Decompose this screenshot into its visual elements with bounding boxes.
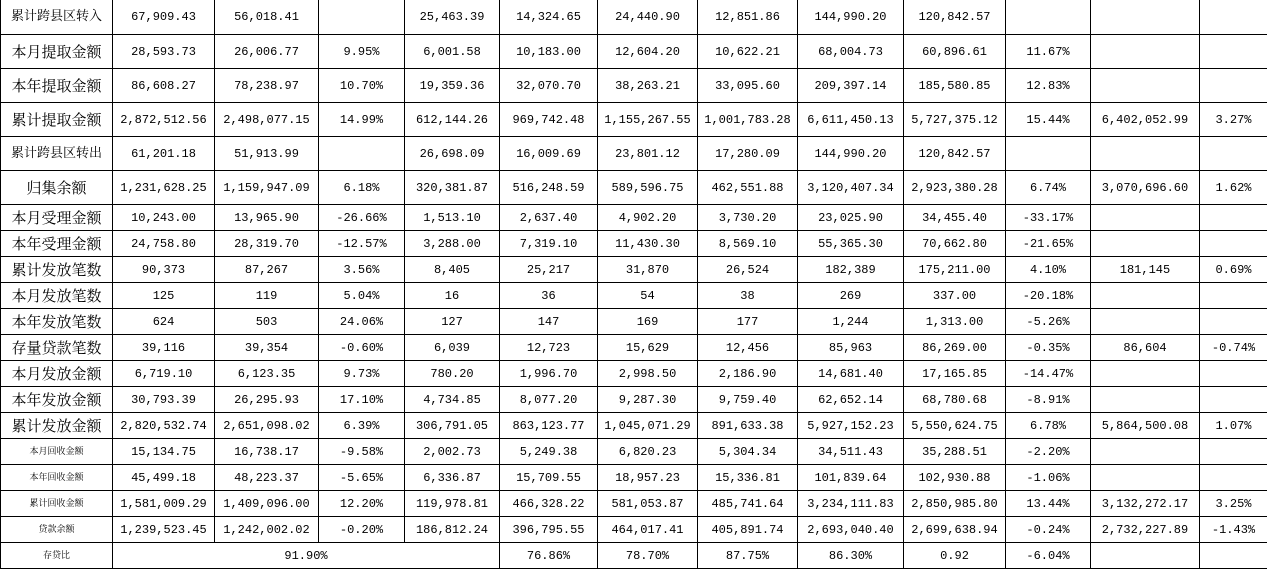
- table-cell: 26,698.09: [405, 137, 500, 171]
- table-cell: 70,662.80: [904, 231, 1006, 257]
- table-cell: 90,373: [113, 257, 215, 283]
- table-cell: 3,132,272.17: [1091, 491, 1200, 517]
- table-cell: 86,608.27: [113, 69, 215, 103]
- table-row: [1, 387, 1267, 413]
- table-row: [1, 231, 1267, 257]
- table-cell: 101,839.64: [798, 465, 904, 491]
- table-cell: [1091, 231, 1200, 257]
- table-cell: -14.47%: [1006, 361, 1091, 387]
- table-cell: [1006, 0, 1091, 35]
- table-cell: 4,902.20: [598, 205, 698, 231]
- table-cell: 6.39%: [319, 413, 405, 439]
- table-cell: [1200, 0, 1267, 35]
- table-cell: 35,288.51: [904, 439, 1006, 465]
- table-cell: 54: [598, 283, 698, 309]
- table-cell: 12,456: [698, 335, 798, 361]
- table-cell: 2,820,532.74: [113, 413, 215, 439]
- row-label: 本月回收金额: [1, 439, 113, 465]
- row-label: 累计回收金额: [1, 491, 113, 517]
- row-label: 本年提取金额: [1, 69, 113, 103]
- table-cell: 12,723: [500, 335, 598, 361]
- table-cell: 1,045,071.29: [598, 413, 698, 439]
- table-cell: [1091, 465, 1200, 491]
- table-cell: 1,581,009.29: [113, 491, 215, 517]
- table-cell: 17,280.09: [698, 137, 798, 171]
- table-cell: -33.17%: [1006, 205, 1091, 231]
- table-cell: 26,006.77: [215, 35, 319, 69]
- table-cell: 19,359.36: [405, 69, 500, 103]
- table-cell: 1,313.00: [904, 309, 1006, 335]
- table-cell: 14,681.40: [798, 361, 904, 387]
- table-cell: [1200, 387, 1267, 413]
- table-cell: 175,211.00: [904, 257, 1006, 283]
- table-cell: 182,389: [798, 257, 904, 283]
- row-label: 累计发放笔数: [1, 257, 113, 283]
- table-cell: 306,791.05: [405, 413, 500, 439]
- table-cell: 10,183.00: [500, 35, 598, 69]
- table-row: [1, 171, 1267, 205]
- table-cell: 185,580.85: [904, 69, 1006, 103]
- table-row: [1, 103, 1267, 137]
- table-cell: 15,709.55: [500, 465, 598, 491]
- row-label: 本月提取金额: [1, 35, 113, 69]
- row-label: 累计跨县区转出: [1, 137, 113, 171]
- table-cell: 18,957.23: [598, 465, 698, 491]
- table-cell: 2,693,040.40: [798, 517, 904, 543]
- table-cell: [1091, 283, 1200, 309]
- table-cell: 3,288.00: [405, 231, 500, 257]
- table-cell: -8.91%: [1006, 387, 1091, 413]
- table-cell: 2,872,512.56: [113, 103, 215, 137]
- table-cell: -2.20%: [1006, 439, 1091, 465]
- table-body: [1, 0, 1267, 569]
- table-cell: 466,328.22: [500, 491, 598, 517]
- table-cell: 8,405: [405, 257, 500, 283]
- table-cell: 612,144.26: [405, 103, 500, 137]
- row-label: 累计跨县区转入: [1, 0, 113, 35]
- table-cell: 5,927,152.23: [798, 413, 904, 439]
- table-cell: 17,165.85: [904, 361, 1006, 387]
- table-cell: 9.95%: [319, 35, 405, 69]
- table-row: [1, 205, 1267, 231]
- table-cell: [1091, 0, 1200, 35]
- table-cell: 33,095.60: [698, 69, 798, 103]
- table-cell: 485,741.64: [698, 491, 798, 517]
- table-cell: 10,243.00: [113, 205, 215, 231]
- table-cell: 24,758.80: [113, 231, 215, 257]
- table-cell: 5,304.34: [698, 439, 798, 465]
- table-cell: 2,637.40: [500, 205, 598, 231]
- table-cell: 462,551.88: [698, 171, 798, 205]
- table-cell: 51,913.99: [215, 137, 319, 171]
- table-cell: 68,780.68: [904, 387, 1006, 413]
- table-cell: -1.43%: [1200, 517, 1267, 543]
- table-row: [1, 283, 1267, 309]
- table-cell: 1,155,267.55: [598, 103, 698, 137]
- table-cell: 320,381.87: [405, 171, 500, 205]
- row-label: 贷款余额: [1, 517, 113, 543]
- table-cell: 209,397.14: [798, 69, 904, 103]
- table-row: [1, 361, 1267, 387]
- table-cell: 16,738.17: [215, 439, 319, 465]
- table-cell: 86.30%: [798, 543, 904, 569]
- table-cell: 396,795.55: [500, 517, 598, 543]
- table-cell: 87,267: [215, 257, 319, 283]
- table-cell: 2,923,380.28: [904, 171, 1006, 205]
- table-cell: 17.10%: [319, 387, 405, 413]
- table-cell: 23,025.90: [798, 205, 904, 231]
- table-cell: 12.20%: [319, 491, 405, 517]
- table-cell: 11.67%: [1006, 35, 1091, 69]
- table-cell: 26,524: [698, 257, 798, 283]
- table-cell: 36: [500, 283, 598, 309]
- row-label: 存量贷款笔数: [1, 335, 113, 361]
- table-cell: 624: [113, 309, 215, 335]
- table-cell: 15,336.81: [698, 465, 798, 491]
- table-cell: 61,201.18: [113, 137, 215, 171]
- table-cell: 9,759.40: [698, 387, 798, 413]
- table-cell: 11,430.30: [598, 231, 698, 257]
- table-row: [1, 517, 1267, 543]
- table-cell: 60,896.61: [904, 35, 1006, 69]
- table-cell: -0.74%: [1200, 335, 1267, 361]
- table-cell: [1200, 137, 1267, 171]
- table-cell: 169: [598, 309, 698, 335]
- table-cell: 14,324.65: [500, 0, 598, 35]
- table-cell: [319, 0, 405, 35]
- table-cell: [1091, 137, 1200, 171]
- table-cell: 6,820.23: [598, 439, 698, 465]
- table-cell: 6.74%: [1006, 171, 1091, 205]
- table-cell: 3,730.20: [698, 205, 798, 231]
- table-cell: -6.04%: [1006, 543, 1091, 569]
- table-cell: [1091, 35, 1200, 69]
- row-label: 本月发放金额: [1, 361, 113, 387]
- table-cell: 91.90%: [113, 543, 500, 569]
- table-cell: [1200, 465, 1267, 491]
- table-cell: 780.20: [405, 361, 500, 387]
- table-cell: 1,244: [798, 309, 904, 335]
- table-cell: [1200, 205, 1267, 231]
- table-cell: 2,186.90: [698, 361, 798, 387]
- table-cell: 3,120,407.34: [798, 171, 904, 205]
- table-cell: 119: [215, 283, 319, 309]
- table-cell: 34,455.40: [904, 205, 1006, 231]
- table-row: [1, 491, 1267, 517]
- table-cell: 38: [698, 283, 798, 309]
- table-cell: 28,593.73: [113, 35, 215, 69]
- table-cell: [319, 137, 405, 171]
- table-cell: 119,978.81: [405, 491, 500, 517]
- table-cell: 186,812.24: [405, 517, 500, 543]
- table-cell: 3.27%: [1200, 103, 1267, 137]
- table-cell: 10.70%: [319, 69, 405, 103]
- table-cell: 125: [113, 283, 215, 309]
- table-cell: 23,801.12: [598, 137, 698, 171]
- table-cell: [1091, 387, 1200, 413]
- row-label: 本年受理金额: [1, 231, 113, 257]
- table-cell: [1091, 543, 1200, 569]
- table-cell: 86,604: [1091, 335, 1200, 361]
- table-cell: [1200, 361, 1267, 387]
- table-cell: 581,053.87: [598, 491, 698, 517]
- table-cell: 3,234,111.83: [798, 491, 904, 517]
- table-cell: 12.83%: [1006, 69, 1091, 103]
- table-cell: 6,336.87: [405, 465, 500, 491]
- table-cell: 3,070,696.60: [1091, 171, 1200, 205]
- table-cell: 0.92: [904, 543, 1006, 569]
- table-cell: 25,463.39: [405, 0, 500, 35]
- table-cell: 6,001.58: [405, 35, 500, 69]
- table-row: [1, 543, 1267, 569]
- table-cell: 62,652.14: [798, 387, 904, 413]
- table-cell: 4,734.85: [405, 387, 500, 413]
- table-cell: 6,402,052.99: [1091, 103, 1200, 137]
- table-cell: 2,002.73: [405, 439, 500, 465]
- table-cell: 39,354: [215, 335, 319, 361]
- table-cell: 13.44%: [1006, 491, 1091, 517]
- row-label: 累计提取金额: [1, 103, 113, 137]
- table-cell: 147: [500, 309, 598, 335]
- table-cell: 9,287.30: [598, 387, 698, 413]
- table-cell: -0.20%: [319, 517, 405, 543]
- table-cell: 28,319.70: [215, 231, 319, 257]
- table-cell: 1.62%: [1200, 171, 1267, 205]
- table-cell: 969,742.48: [500, 103, 598, 137]
- table-cell: 120,842.57: [904, 0, 1006, 35]
- table-cell: 1,239,523.45: [113, 517, 215, 543]
- table-cell: 68,004.73: [798, 35, 904, 69]
- table-cell: 85,963: [798, 335, 904, 361]
- table-cell: 12,604.20: [598, 35, 698, 69]
- table-cell: -21.65%: [1006, 231, 1091, 257]
- table-cell: 1,242,002.02: [215, 517, 319, 543]
- table-row: [1, 465, 1267, 491]
- table-cell: 76.86%: [500, 543, 598, 569]
- table-cell: 127: [405, 309, 500, 335]
- row-label: 本月受理金额: [1, 205, 113, 231]
- table-cell: 39,116: [113, 335, 215, 361]
- table-cell: [1200, 283, 1267, 309]
- table-cell: 3.25%: [1200, 491, 1267, 517]
- table-cell: 78.70%: [598, 543, 698, 569]
- table-cell: [1006, 137, 1091, 171]
- table-cell: [1091, 205, 1200, 231]
- table-cell: 30,793.39: [113, 387, 215, 413]
- table-cell: 15.44%: [1006, 103, 1091, 137]
- table-cell: 8,569.10: [698, 231, 798, 257]
- table-cell: 2,651,098.02: [215, 413, 319, 439]
- table-cell: 5,727,375.12: [904, 103, 1006, 137]
- table-cell: 589,596.75: [598, 171, 698, 205]
- table-cell: 14.99%: [319, 103, 405, 137]
- table-cell: 6,611,450.13: [798, 103, 904, 137]
- table-cell: [1091, 69, 1200, 103]
- row-label: 本月发放笔数: [1, 283, 113, 309]
- table-cell: 12,851.86: [698, 0, 798, 35]
- table-cell: -0.35%: [1006, 335, 1091, 361]
- table-cell: 6,039: [405, 335, 500, 361]
- table-cell: 5,249.38: [500, 439, 598, 465]
- table-cell: [1091, 439, 1200, 465]
- table-cell: -9.58%: [319, 439, 405, 465]
- table-cell: -26.66%: [319, 205, 405, 231]
- table-cell: 1,001,783.28: [698, 103, 798, 137]
- table-cell: [1091, 361, 1200, 387]
- table-cell: 10,622.21: [698, 35, 798, 69]
- table-cell: 144,990.20: [798, 0, 904, 35]
- table-row: [1, 309, 1267, 335]
- table-cell: -12.57%: [319, 231, 405, 257]
- table-cell: 120,842.57: [904, 137, 1006, 171]
- table-row: [1, 35, 1267, 69]
- table-cell: 86,269.00: [904, 335, 1006, 361]
- table-row: [1, 137, 1267, 171]
- table-cell: [1200, 543, 1267, 569]
- table-cell: 2,998.50: [598, 361, 698, 387]
- table-cell: 31,870: [598, 257, 698, 283]
- table-cell: [1091, 309, 1200, 335]
- table-cell: 15,629: [598, 335, 698, 361]
- table-cell: 891,633.38: [698, 413, 798, 439]
- table-cell: 863,123.77: [500, 413, 598, 439]
- table-cell: [1200, 231, 1267, 257]
- table-cell: [1200, 439, 1267, 465]
- table-cell: 24,440.90: [598, 0, 698, 35]
- table-cell: 34,511.43: [798, 439, 904, 465]
- table-cell: 48,223.37: [215, 465, 319, 491]
- table-cell: -0.24%: [1006, 517, 1091, 543]
- table-cell: 337.00: [904, 283, 1006, 309]
- table-cell: 5.04%: [319, 283, 405, 309]
- table-cell: -0.60%: [319, 335, 405, 361]
- table-cell: 8,077.20: [500, 387, 598, 413]
- row-label: 本年发放金额: [1, 387, 113, 413]
- table-cell: 16: [405, 283, 500, 309]
- table-cell: 2,498,077.15: [215, 103, 319, 137]
- table-cell: 1.07%: [1200, 413, 1267, 439]
- table-cell: 1,409,096.00: [215, 491, 319, 517]
- table-cell: 9.73%: [319, 361, 405, 387]
- table-cell: 16,009.69: [500, 137, 598, 171]
- table-cell: 25,217: [500, 257, 598, 283]
- table-cell: 6.18%: [319, 171, 405, 205]
- table-cell: 55,365.30: [798, 231, 904, 257]
- table-cell: 516,248.59: [500, 171, 598, 205]
- row-label: 存贷比: [1, 543, 113, 569]
- table-cell: 56,018.41: [215, 0, 319, 35]
- table-cell: 1,513.10: [405, 205, 500, 231]
- table-cell: 67,909.43: [113, 0, 215, 35]
- table-cell: 78,238.97: [215, 69, 319, 103]
- table-cell: 2,850,985.80: [904, 491, 1006, 517]
- table-row: [1, 335, 1267, 361]
- table-cell: [1200, 69, 1267, 103]
- table-cell: 26,295.93: [215, 387, 319, 413]
- table-cell: [1200, 35, 1267, 69]
- table-cell: 38,263.21: [598, 69, 698, 103]
- table-cell: 1,996.70: [500, 361, 598, 387]
- table-cell: [1200, 309, 1267, 335]
- table-cell: 405,891.74: [698, 517, 798, 543]
- row-label: 归集余额: [1, 171, 113, 205]
- row-label: 累计发放金额: [1, 413, 113, 439]
- table-cell: 2,732,227.89: [1091, 517, 1200, 543]
- row-label: 本年发放笔数: [1, 309, 113, 335]
- table-cell: 24.06%: [319, 309, 405, 335]
- table-cell: 6,123.35: [215, 361, 319, 387]
- table-cell: -1.06%: [1006, 465, 1091, 491]
- table-row: [1, 0, 1267, 35]
- table-cell: 102,930.88: [904, 465, 1006, 491]
- table-cell: 269: [798, 283, 904, 309]
- table-cell: 15,134.75: [113, 439, 215, 465]
- table-cell: 3.56%: [319, 257, 405, 283]
- table-cell: 45,499.18: [113, 465, 215, 491]
- table-cell: -20.18%: [1006, 283, 1091, 309]
- table-cell: 503: [215, 309, 319, 335]
- table-cell: 87.75%: [698, 543, 798, 569]
- table-cell: 32,070.70: [500, 69, 598, 103]
- table-cell: -5.65%: [319, 465, 405, 491]
- table-cell: 464,017.41: [598, 517, 698, 543]
- table-cell: 2,699,638.94: [904, 517, 1006, 543]
- table-cell: 177: [698, 309, 798, 335]
- table-cell: -5.26%: [1006, 309, 1091, 335]
- table-cell: 5,864,500.08: [1091, 413, 1200, 439]
- table-cell: 6.78%: [1006, 413, 1091, 439]
- table-row: [1, 257, 1267, 283]
- table-cell: 181,145: [1091, 257, 1200, 283]
- table-cell: 13,965.90: [215, 205, 319, 231]
- table-cell: 1,159,947.09: [215, 171, 319, 205]
- table-cell: 144,990.20: [798, 137, 904, 171]
- row-label: 本年回收金额: [1, 465, 113, 491]
- table-cell: 5,550,624.75: [904, 413, 1006, 439]
- table-cell: 4.10%: [1006, 257, 1091, 283]
- table-row: [1, 69, 1267, 103]
- table-cell: 1,231,628.25: [113, 171, 215, 205]
- table-row: [1, 413, 1267, 439]
- table-cell: 0.69%: [1200, 257, 1267, 283]
- table-row: [1, 439, 1267, 465]
- table-cell: 7,319.10: [500, 231, 598, 257]
- table-cell: 6,719.10: [113, 361, 215, 387]
